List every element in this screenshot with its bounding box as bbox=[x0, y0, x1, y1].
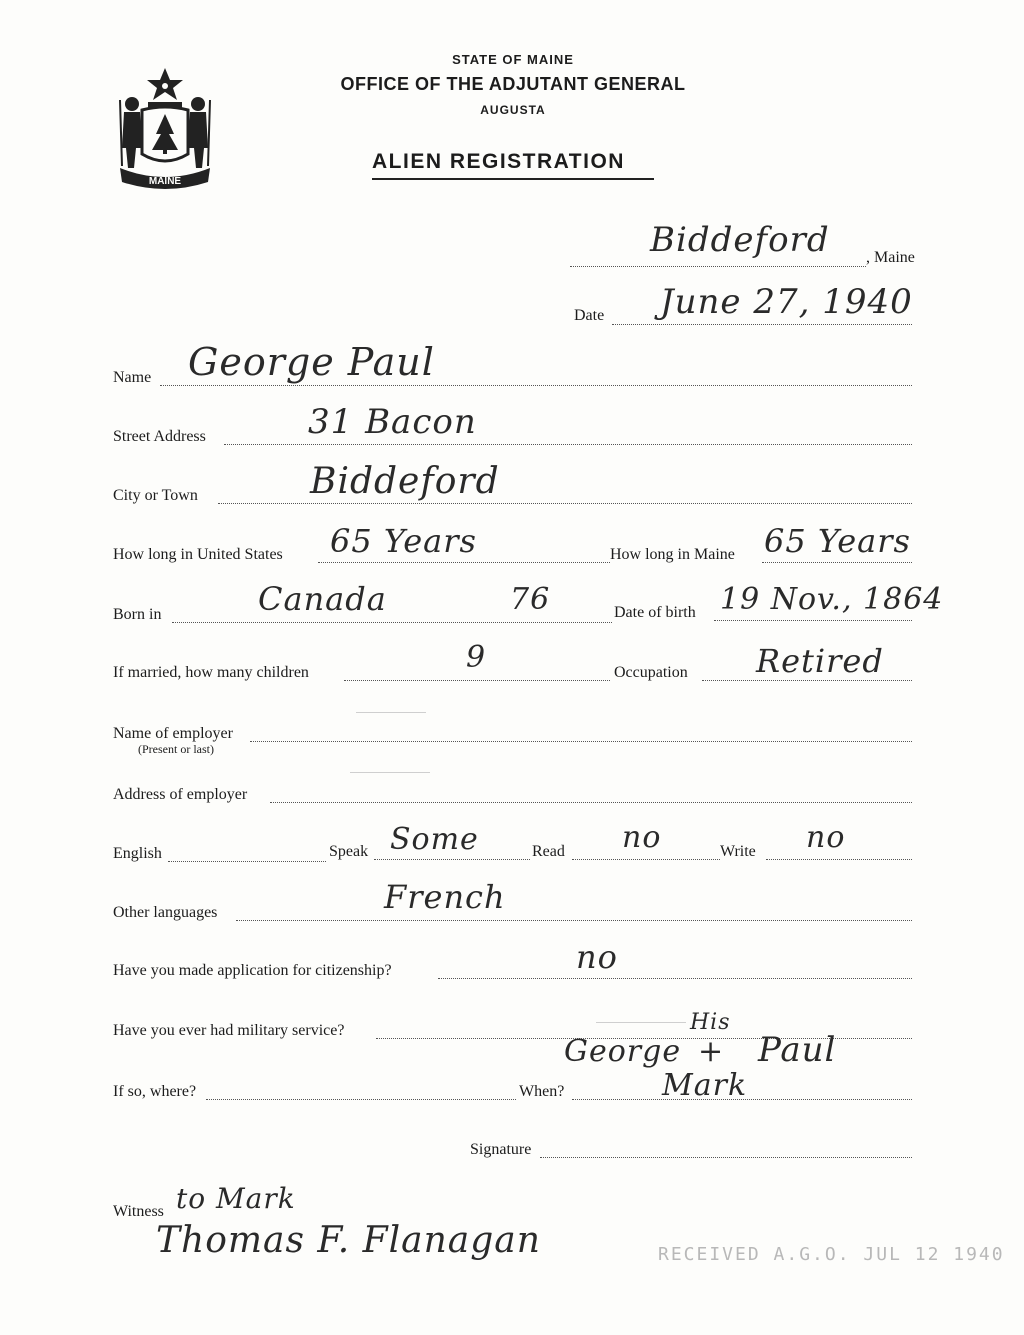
place-value: Biddeford bbox=[650, 220, 830, 260]
citizenship-label: Have you made application for citizenship? bbox=[113, 962, 392, 979]
mark-x: + bbox=[698, 1034, 725, 1069]
other-languages-value: French bbox=[384, 878, 506, 916]
speak-value: Some bbox=[390, 822, 479, 857]
other-languages-label: Other languages bbox=[113, 904, 218, 921]
born-label: Born in bbox=[113, 606, 162, 623]
received-stamp: RECEIVED A.G.O. JUL 12 1940 bbox=[658, 1244, 1005, 1265]
where-label: If so, where? bbox=[113, 1083, 197, 1100]
employer-label: Name of employer bbox=[113, 725, 233, 742]
read-value: no bbox=[622, 820, 662, 855]
maine-line bbox=[762, 562, 912, 563]
date-line bbox=[612, 324, 912, 325]
dob-line bbox=[714, 620, 912, 621]
occupation-line bbox=[702, 680, 912, 681]
name-label: Name bbox=[113, 369, 152, 386]
born-value: Canada bbox=[258, 580, 387, 618]
form-title: ALIEN REGISTRATION bbox=[372, 150, 625, 173]
born-line bbox=[172, 622, 612, 623]
city-heading: AUGUSTA bbox=[480, 103, 546, 117]
place-suffix: , Maine bbox=[866, 249, 915, 266]
seal-ribbon-text: MAINE bbox=[148, 176, 182, 187]
speak-line bbox=[374, 859, 530, 860]
us-label: How long in United States bbox=[113, 546, 283, 563]
name-value: George Paul bbox=[188, 340, 435, 384]
maine-label: How long in Maine bbox=[610, 546, 735, 563]
write-value: no bbox=[806, 820, 846, 855]
dob-label: Date of birth bbox=[614, 604, 696, 621]
signature-label: Signature bbox=[470, 1141, 532, 1158]
read-label: Read bbox=[532, 843, 565, 860]
witness-label: Witness bbox=[113, 1203, 164, 1220]
employer-dash bbox=[356, 712, 426, 713]
date-label: Date bbox=[574, 307, 605, 324]
military-label: Have you ever had military service? bbox=[113, 1022, 345, 1039]
maine-state-seal bbox=[112, 64, 218, 192]
street-value: 31 Bacon bbox=[308, 402, 477, 442]
maine-value: 65 Years bbox=[764, 522, 911, 560]
english-line bbox=[168, 861, 326, 862]
speak-label: Speak bbox=[329, 843, 369, 860]
employer-addr-dash bbox=[350, 772, 430, 773]
us-value: 65 Years bbox=[330, 522, 477, 560]
mark-first-name: George bbox=[564, 1034, 682, 1069]
state-heading: STATE OF MAINE bbox=[452, 52, 574, 67]
employer-address-label: Address of employer bbox=[113, 786, 248, 803]
write-line bbox=[766, 859, 912, 860]
city-label: City or Town bbox=[113, 487, 198, 504]
employer-line bbox=[250, 741, 912, 742]
dob-value: 19 Nov., 1864 bbox=[720, 582, 944, 617]
occupation-value: Retired bbox=[756, 642, 884, 680]
name-line bbox=[160, 385, 912, 386]
witness-note: to Mark bbox=[176, 1182, 296, 1215]
english-label: English bbox=[113, 845, 162, 862]
street-line bbox=[224, 444, 912, 445]
when-label: When? bbox=[519, 1083, 565, 1100]
where-line bbox=[206, 1099, 516, 1100]
age-value: 76 bbox=[510, 582, 551, 617]
witness-signature: Thomas F. Flanagan bbox=[156, 1220, 541, 1261]
signature-line bbox=[540, 1157, 912, 1158]
mark-his: His bbox=[690, 1010, 731, 1035]
employer-sub-label: (Present or last) bbox=[138, 742, 214, 756]
occupation-label: Occupation bbox=[614, 664, 688, 681]
military-dash bbox=[596, 1022, 686, 1023]
children-value: 9 bbox=[466, 640, 487, 675]
read-line bbox=[572, 859, 720, 860]
children-label: If married, how many children bbox=[113, 664, 309, 681]
city-value: Biddeford bbox=[310, 461, 500, 502]
employer-address-line bbox=[270, 802, 912, 803]
mark-word: Mark bbox=[662, 1068, 748, 1103]
city-line bbox=[218, 503, 912, 504]
mark-last-name: Paul bbox=[758, 1030, 837, 1070]
write-label: Write bbox=[720, 843, 756, 860]
date-value: June 27, 1940 bbox=[660, 282, 913, 322]
citizenship-value: no bbox=[576, 938, 618, 976]
other-languages-line bbox=[236, 920, 912, 921]
children-line bbox=[344, 680, 610, 681]
office-heading: OFFICE OF THE ADJUTANT GENERAL bbox=[340, 74, 686, 94]
us-line bbox=[318, 562, 610, 563]
street-label: Street Address bbox=[113, 428, 206, 445]
citizenship-line bbox=[438, 978, 912, 979]
title-underline bbox=[372, 178, 654, 180]
place-line bbox=[570, 266, 866, 267]
